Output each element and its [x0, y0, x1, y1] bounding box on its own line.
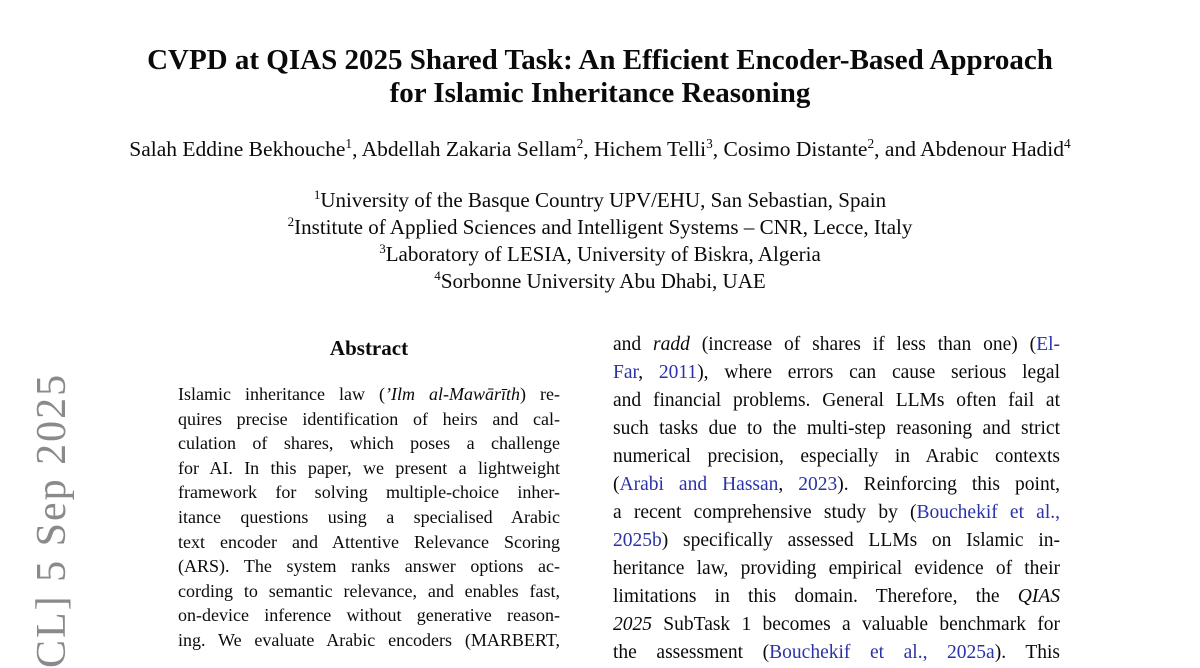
text-span: such tasks due to the multi-step reasoning and strict: [613, 418, 1060, 439]
italic-text: 2025: [613, 614, 652, 635]
author-affil-superscript: 4: [1064, 135, 1071, 151]
text-span: framework for solving multiple-choice inher-: [178, 482, 560, 503]
affiliation-text: Sorbonne University Abu Dhabi, UAE: [440, 269, 766, 293]
author-name: , Abdellah Zakaria Sellam: [352, 137, 577, 161]
citation-link[interactable]: 2023: [798, 474, 838, 495]
text-line: [613, 387, 1060, 415]
author-name: , Hichem Telli: [583, 137, 707, 161]
text-line: [178, 431, 560, 456]
affiliation-line: [0, 187, 1200, 214]
text-span: ) specifically assessed LLMs on Islamic in-: [661, 530, 1060, 551]
text-span: Islamic inheritance law (: [178, 384, 385, 404]
italic-text: radd: [653, 334, 690, 355]
right-column-text: [613, 331, 1060, 667]
abstract-heading: Abstract: [329, 336, 409, 360]
text-span: (: [613, 474, 620, 495]
text-span: ) re-: [520, 384, 560, 404]
text-span: numerical precision, especially in Arabic contexts: [613, 446, 1060, 467]
text-line: [613, 583, 1060, 611]
text-span: text encoder and Attentive Relevance Scoring: [178, 531, 560, 552]
text-line: [178, 603, 560, 628]
citation-link[interactable]: Bouchekif et al.,: [916, 502, 1060, 523]
text-line: [178, 407, 560, 432]
citation-link[interactable]: Bouchekif et al., 2025a: [769, 642, 995, 663]
affiliations-block: [0, 187, 1200, 295]
affiliation-superscript: 1: [313, 187, 321, 202]
text-line: [613, 443, 1060, 471]
text-span: itance questions using a specialised Arabic: [178, 506, 560, 527]
affiliation-text: Institute of Applied Sciences and Intelligent Systems – CNR, Lecce, Italy: [294, 215, 913, 239]
affiliation-superscript: 4: [434, 268, 441, 283]
authors-line: [0, 136, 1200, 162]
text-span: and financial problems. General LLMs often fail at: [613, 390, 1060, 411]
text-line: [178, 480, 560, 505]
affiliation-superscript: 2: [287, 214, 295, 229]
text-span: limitations in this domain. Therefore, the: [613, 586, 1018, 607]
text-line: [613, 331, 1060, 359]
author-affil-superscript: 2: [867, 135, 875, 151]
citation-link[interactable]: Arabi and Hassan: [619, 474, 779, 495]
affiliation-line: [0, 268, 1200, 295]
text-line: [178, 554, 560, 579]
text-span: culation of shares, which poses a challenge: [178, 433, 560, 454]
author-affil-superscript: 3: [706, 135, 713, 151]
abstract-text: [178, 382, 560, 653]
affiliation-superscript: 3: [379, 241, 386, 256]
citation-link[interactable]: 2025b: [613, 530, 662, 551]
text-line: [613, 611, 1060, 639]
text-span: ). Reinforcing this point,: [837, 474, 1060, 495]
author-name: , and Abdenour Hadid: [874, 137, 1065, 161]
author-affil-superscript: 1: [345, 135, 353, 151]
text-line: [178, 628, 560, 653]
text-span: ), where errors can cause serious legal: [697, 362, 1061, 383]
italic-text: ’Ilm al-Mawārīth: [384, 384, 520, 404]
text-span: for AI. In this paper, we present a lightweight: [178, 457, 560, 478]
text-line: [613, 527, 1060, 555]
italic-text: QIAS: [1017, 586, 1060, 607]
text-span: ). This: [994, 642, 1060, 663]
text-line: [613, 639, 1060, 667]
text-span: ,: [638, 362, 659, 383]
affiliation-text: Laboratory of LESIA, University of Biskra, Algeria: [385, 242, 821, 266]
text-span: ,: [778, 474, 799, 495]
text-line: [178, 579, 560, 604]
affiliation-line: [0, 214, 1200, 241]
text-span: ing. We evaluate Arabic encoders (MARBERT,: [178, 629, 560, 650]
affiliation-line: [0, 241, 1200, 268]
text-line: [613, 471, 1060, 499]
text-span: a recent comprehensive study by (: [613, 502, 917, 523]
text-span: (ARS). The system ranks answer options ac-: [178, 556, 560, 577]
citation-link[interactable]: Far: [613, 362, 639, 383]
text-span: (increase of shares if less than one) (: [689, 334, 1037, 355]
author-name: , Cosimo Distante: [712, 137, 868, 161]
left-column: [178, 337, 560, 653]
citation-link[interactable]: El-: [1036, 334, 1061, 355]
author-affil-superscript: 2: [576, 135, 584, 151]
paper-title-line-1: CVPD at QIAS 2025 Shared Task: An Efficient Encoder-Based Approach: [147, 44, 1053, 76]
text-span: quires precise identification of heirs and cal-: [178, 408, 560, 429]
text-line: [613, 359, 1060, 387]
text-line: [613, 555, 1060, 583]
text-span: heritance law, providing empirical evidence of their: [613, 558, 1060, 579]
text-span: cording to semantic relevance, and enables fast,: [178, 580, 560, 601]
arxiv-stamp: CL] 5 Sep 2025: [29, 372, 75, 668]
text-span: the assessment (: [613, 642, 770, 663]
text-line: [178, 456, 560, 481]
text-line: [178, 505, 560, 530]
text-line: [178, 530, 560, 555]
citation-link[interactable]: 2011: [658, 362, 698, 383]
text-line: [178, 382, 560, 407]
paper-title: [0, 44, 1200, 110]
affiliation-text: University of the Basque Country UPV/EHU, San Sebastian, Spain: [320, 188, 887, 212]
paper-title-line-2: for Islamic Inheritance Reasoning: [389, 77, 811, 109]
text-span: SubTask 1 becomes a valuable benchmark for: [652, 614, 1060, 635]
text-line: [613, 499, 1060, 527]
text-span: on-device inference without generative reason-: [178, 605, 560, 626]
author-name: Salah Eddine Bekhouche: [129, 137, 346, 161]
text-line: [613, 415, 1060, 443]
text-span: and: [613, 334, 654, 355]
